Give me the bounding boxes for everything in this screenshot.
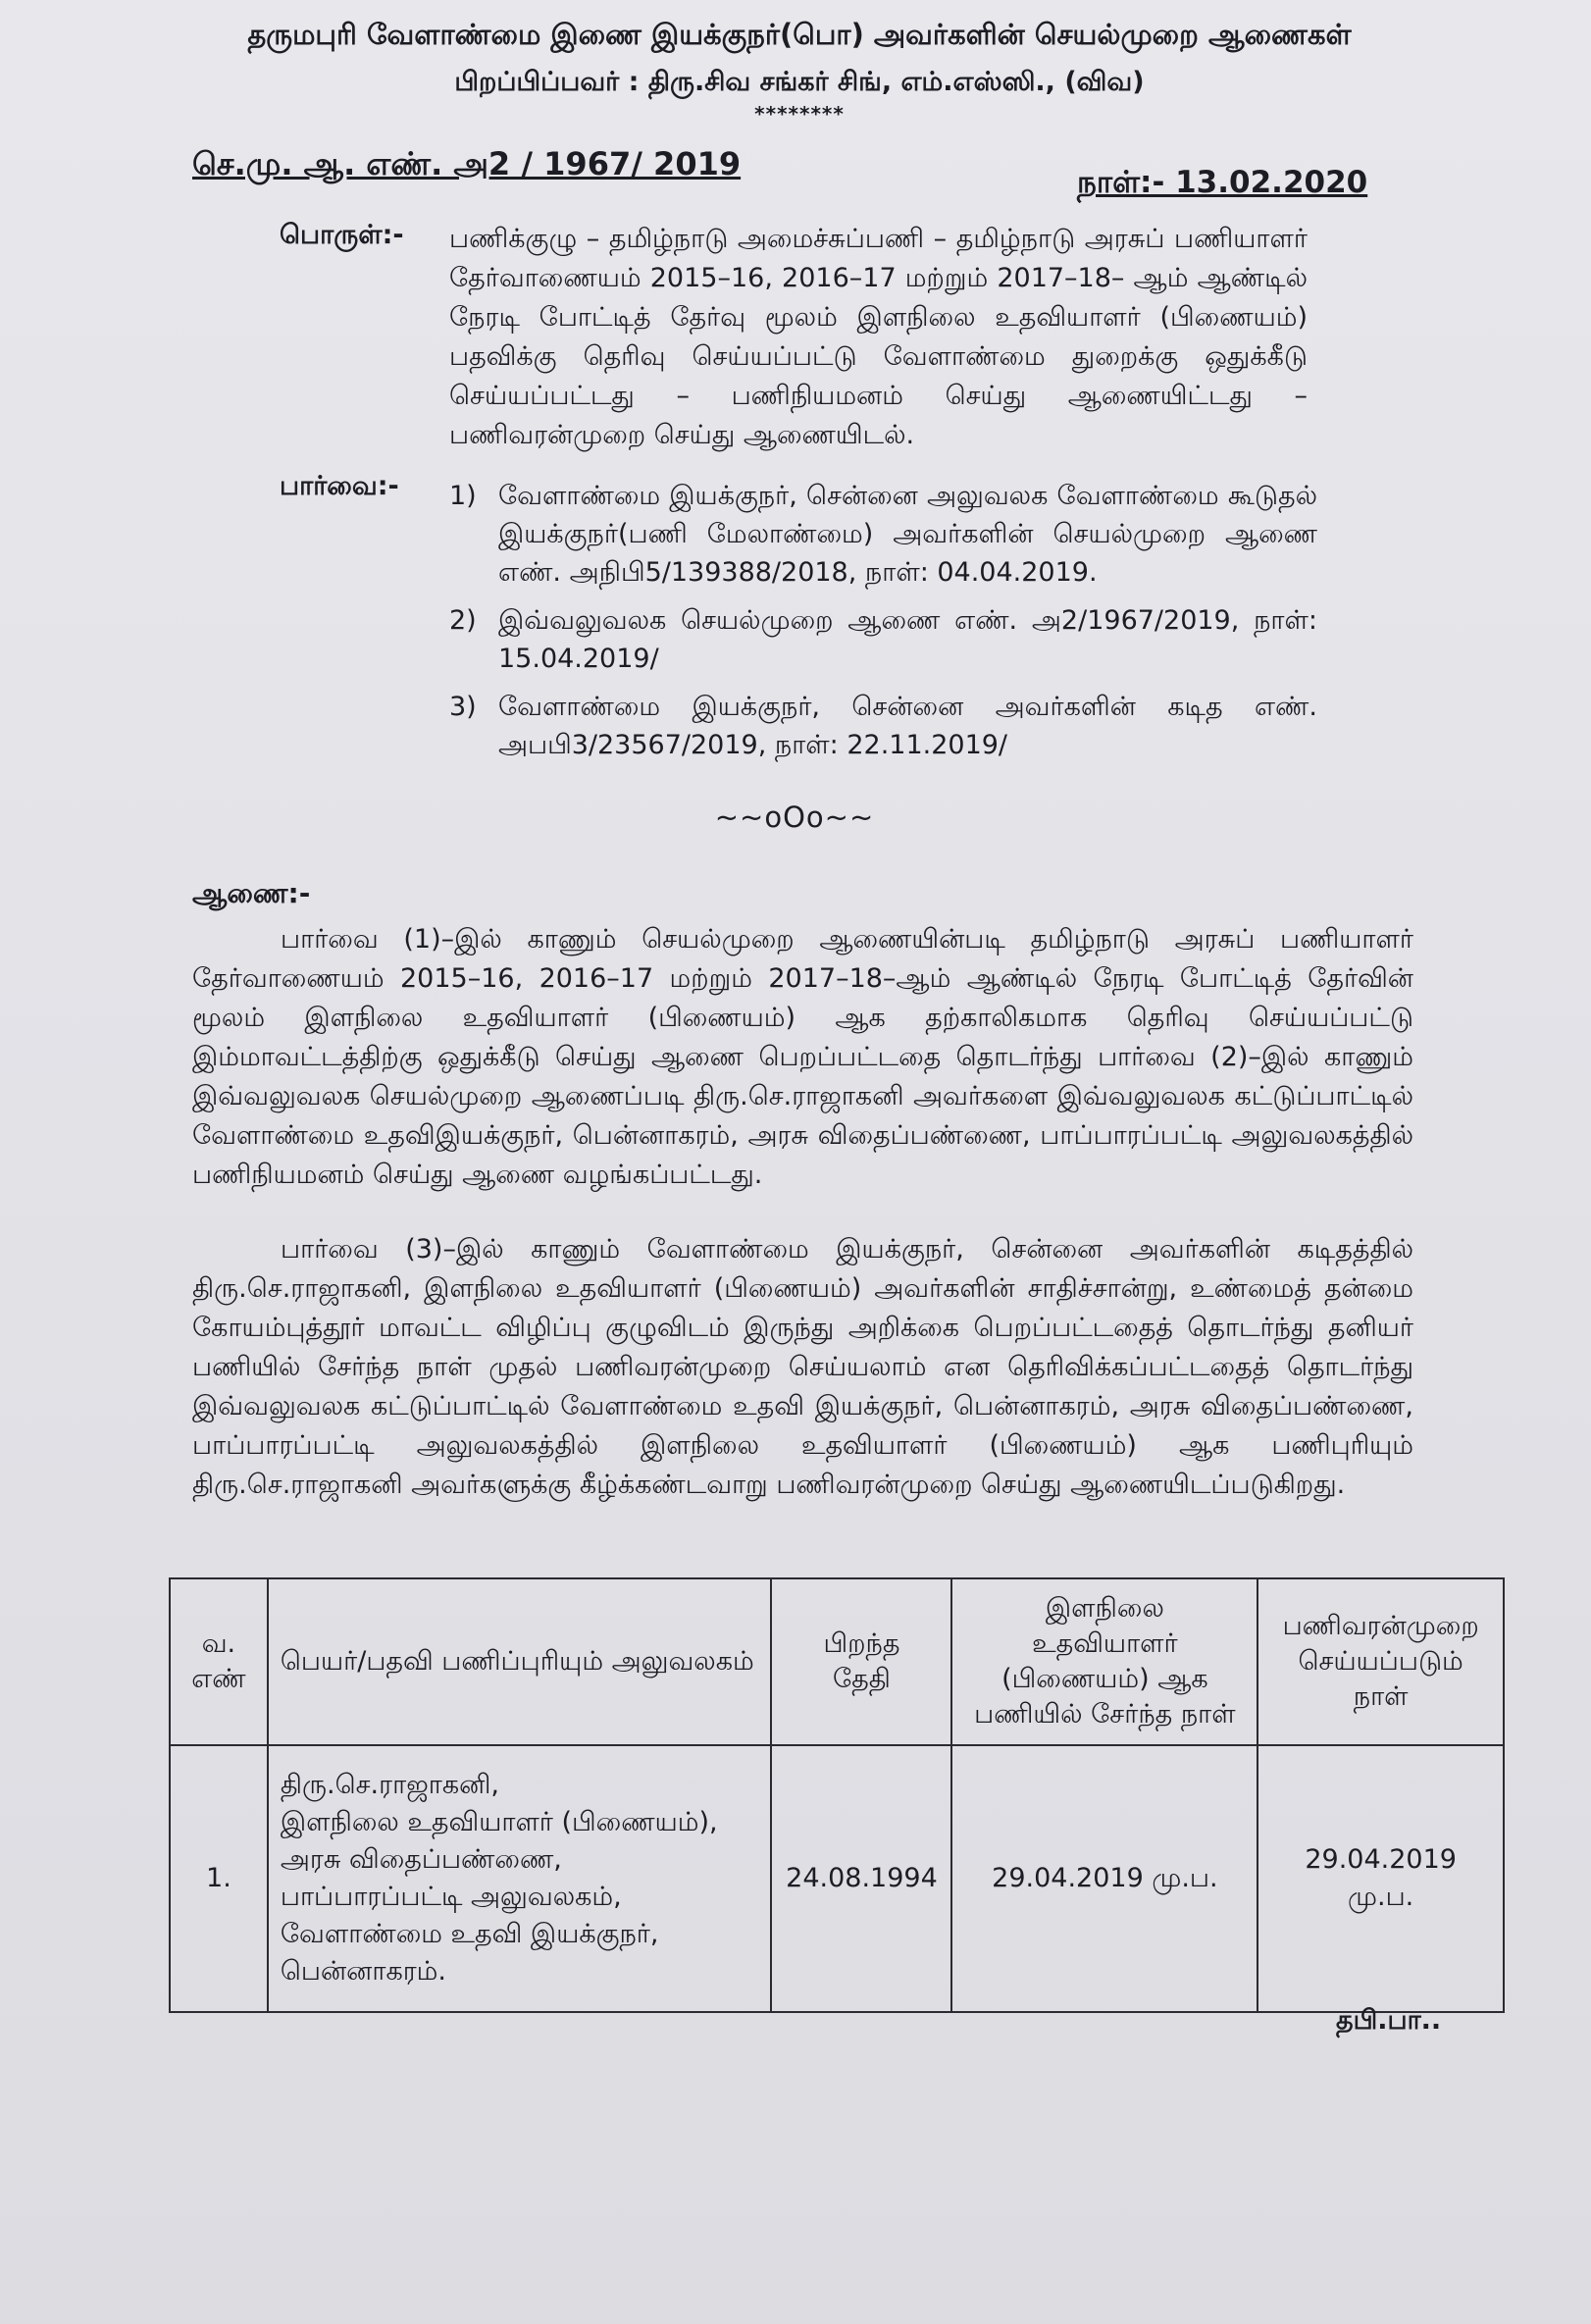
order-heading: ஆணை:- [192,877,311,909]
reference-item [449,601,1317,678]
reference-number: செ.மு. ஆ. எண். அ2 / 1967/ 2019 [192,145,742,182]
reference-number-1: 1) [449,481,477,511]
order-date: நாள்:- 13.02.2020 [1077,165,1368,200]
reference-item [449,688,1317,764]
cell-date-of-birth: 24.08.1994 [771,1745,951,2012]
subject-label: பொருள்:- [280,220,404,250]
header-joining-date: இளநிலை உதவியாளர் (பிணையம்) ஆக பணியில் சேர்ந்த நாள் [951,1578,1257,1745]
table-row [170,1745,1504,2012]
page-turn-over-note: தபி.பா.. [1336,2005,1442,2036]
cell-serial-number: 1. [170,1745,268,2012]
reference-text-1: வேளாண்மை இயக்குநர், சென்னை அலுவலக வேளாண்மை கூடுதல் இயக்குநர்(பணி மேலாண்மை) அவர்களின் செயல்முறை ஆணை எண். அநிபி5/139388/2018, நாள்: 04.04.2019. [498,481,1317,588]
cell-regularization-date: 29.04.2019 மு.ப. [1257,1745,1504,2012]
order-paragraph-1: பார்வை (1)–இல் காணும் செயல்முறை ஆணையின்படி தமிழ்நாடு அரசுப் பணியாளர் தேர்வாணையம் 2015–16, 2016–17 மற்றும் 2017–18–ஆம் ஆண்டில் நேரடி போட்டித் தேர்வின் மூலம் இளநிலை உதவியாளர் (பிணையம்) ஆக தற்காலிகமாக தெரிவு செய்யப்பட்டு இம்மாவட்டத்திற்கு ஒதுக்கீடு செய்து ஆணை பெறப்பட்டதை தொடர்ந்து பார்வை (2)–இல் காணும் இவ்வலுவலக செயல்முறை ஆணைப்படி திரு.செ.ராஜாகனி அவர்களை இவ்வலுவலக கட்டுப்பாட்டில் வேளாண்மை உதவிஇயக்குநர், பென்னாகரம், அரசு விதைப்பண்ணை, பாப்பாரப்பட்டி அலுவலகத்தில் பணிநியமனம் செய்து ஆணை வழங்கப்பட்டது. [192,924,1413,1190]
reference-text-2: இவ்வலுவலக செயல்முறை ஆணை எண். அ2/1967/2019, நாள்: 15.04.2019/ [498,605,1317,674]
section-separator: ~~oOo~~ [714,800,875,834]
reference-number-2: 2) [449,605,477,636]
order-paragraph-2: பார்வை (3)–இல் காணும் வேளாண்மை இயக்குநர், சென்னை அவர்களின் கடிதத்தில் திரு.செ.ராஜாகனி, இளநிலை உதவியாளர் (பிணையம்) அவர்களின் சாதிச்சான்று, உண்மைத் தன்மை கோயம்புத்தூர் மாவட்ட விழிப்பு குழுவிடம் இருந்து அறிக்கை பெறப்பட்டதைத் தொடர்ந்து தனியர் பணியில் சேர்ந்த நாள் முதல் பணிவரன்முறை செய்யலாம் என தெரிவிக்கப்பட்டதைத் தொடர்ந்து இவ்வலுவலக கட்டுப்பாட்டில் வேளாண்மை உதவி இயக்குநர், பென்னாகரம், அரசு விதைப்பண்ணை, பாப்பாரப்பட்டி அலுவலகத்தில் இளநிலை உதவியாளர் (பிணையம்) ஆக பணிபுரியும் திரு.செ.ராஜாகனி அவர்களுக்கு கீழ்க்கண்டவாறு பணிவரன்முறை செய்து ஆணையிடப்படுகிறது. [192,1234,1413,1500]
table-header-row [170,1578,1504,1745]
issuer-line: பிறப்பிப்பவர் : திரு.சிவ சங்கர் சிங், எம்.எஸ்ஸி., (விவ) [454,67,1145,97]
header-date-of-birth: பிறந்த தேதி [771,1578,951,1745]
reference-item [449,477,1317,592]
header-stars: ******** [754,102,845,126]
cell-joining-date: 29.04.2019 மு.ப. [951,1745,1257,2012]
references-label: பார்வை:- [280,471,399,501]
regularization-table [169,1577,1505,2013]
reference-number-3: 3) [449,692,477,722]
reference-text-3: வேளாண்மை இயக்குநர், சென்னை அவர்களின் கடித எண். அபபி3/23567/2019, நாள்: 22.11.2019/ [498,692,1317,760]
header-name-office: பெயர்/பதவி பணிப்புரியும் அலுவலகம் [268,1578,772,1745]
header-regularization-date: பணிவரன்முறை செய்யப்படும் நாள் [1257,1578,1504,1745]
header-serial-number: வ. எண் [170,1578,268,1745]
subject-text: பணிக்குழு – தமிழ்நாடு அமைச்சுப்பணி – தமிழ்நாடு அரசுப் பணியாளர் தேர்வாணையம் 2015–16, 2016–17 மற்றும் 2017–18– ஆம் ஆண்டில் நேரடி போட்டித் தேர்வு மூலம் இளநிலை உதவியாளர் (பிணையம்) பதவிக்கு தெரிவு செய்யப்பட்டு வேளாண்மை துறைக்கு ஒதுக்கீடு செய்யப்பட்டது – பணிநியமனம் செய்து ஆணையிட்டது – பணிவரன்முறை செய்து ஆணையிடல். [449,224,1308,450]
references-list [449,477,1317,774]
office-title: தருமபுரி வேளாண்மை இணை இயக்குநர்(பொ) அவர்களின் செயல்முறை ஆணைகள் [247,18,1352,51]
cell-name-office: திரு.செ.ராஜாகனி, இளநிலை உதவியாளர் (பிணையம்), அரசு விதைப்பண்ணை, பாப்பாரப்பட்டி அலுவலகம், வேளாண்மை உதவி இயக்குநர், பென்னாகரம். [268,1745,772,2012]
